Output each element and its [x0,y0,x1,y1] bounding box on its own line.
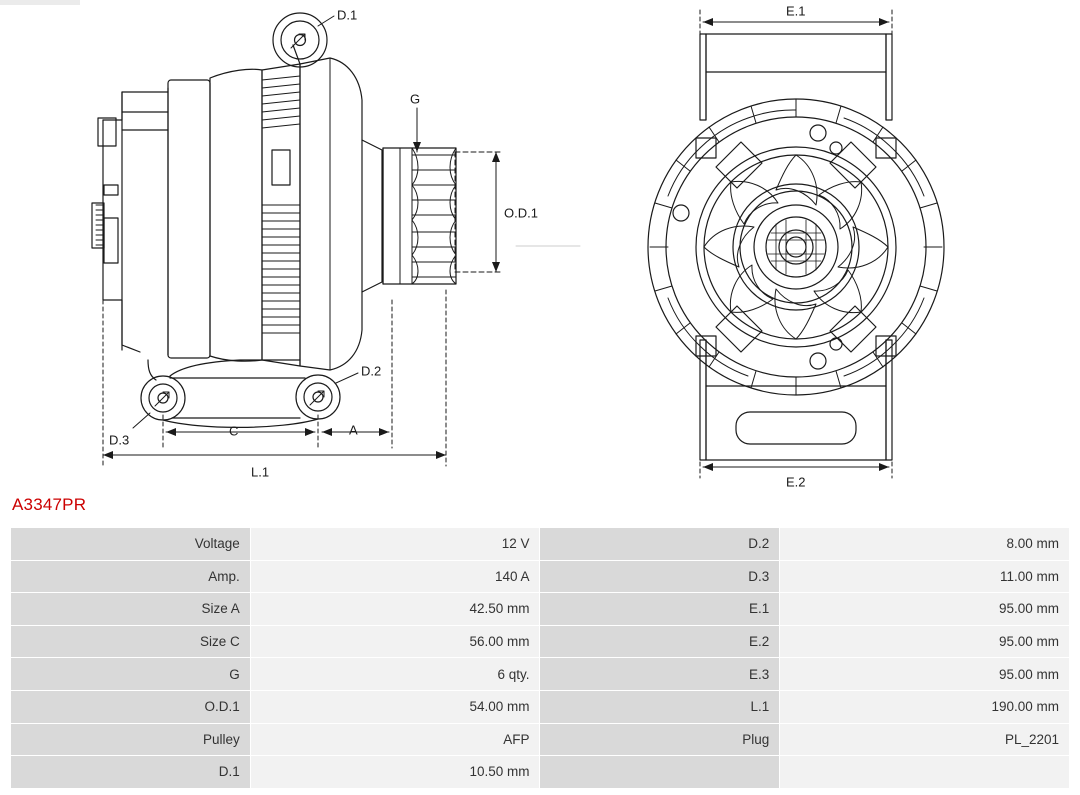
spec-label-right: E.1 [540,593,780,626]
label-a: A [349,422,358,438]
spec-label-right-empty [540,756,780,789]
spec-value-right: 8.00 mm [780,528,1070,561]
label-d3: D.3 [109,432,130,448]
spec-label-left: Size C [11,625,251,658]
table-row [11,625,1070,658]
label-d1: D.1 [337,7,358,23]
table-row [11,723,1070,756]
front-view-drawing [648,34,944,460]
label-d2: D.2 [361,363,382,379]
spec-label-left: G [11,658,251,691]
spec-value-right: 190.00 mm [780,690,1070,723]
table-row [11,528,1070,561]
label-od1: O.D.1 [504,205,538,221]
spec-value-left: 56.00 mm [250,625,540,658]
spec-value-right: PL_2201 [780,723,1070,756]
table-row [11,756,1070,789]
spec-label-right: L.1 [540,690,780,723]
table-row [11,658,1070,691]
table-row [11,690,1070,723]
side-view-drawing [92,13,456,427]
spec-label-right: D.2 [540,528,780,561]
label-l1: L.1 [251,464,270,480]
spec-value-left: 10.50 mm [250,756,540,789]
side-view-dimensions [103,16,580,466]
label-g: G [410,91,421,107]
spec-label-left: Size A [11,593,251,626]
spec-value-left: 140 A [250,560,540,593]
specifications-table [10,527,1070,789]
spec-label-left: Pulley [11,723,251,756]
spec-value-right: 95.00 mm [780,625,1070,658]
spec-label-left: O.D.1 [11,690,251,723]
part-number: A3347PR [12,495,87,514]
spec-label-right: Plug [540,723,780,756]
spec-label-right: E.2 [540,625,780,658]
table-row [11,560,1070,593]
spec-value-left: 42.50 mm [250,593,540,626]
spec-label-right: D.3 [540,560,780,593]
spec-label-left: Voltage [11,528,251,561]
spec-value-left: 12 V [250,528,540,561]
spec-value-left: 6 qty. [250,658,540,691]
front-view-dimensions [700,10,892,478]
spec-value-right: 11.00 mm [780,560,1070,593]
spec-value-right: 95.00 mm [780,593,1070,626]
table-row [11,593,1070,626]
spec-value-right-empty [780,756,1070,789]
spec-value-left: AFP [250,723,540,756]
spec-value-left: 54.00 mm [250,690,540,723]
spec-label-left: D.1 [11,756,251,789]
spec-label-left: Amp. [11,560,251,593]
label-e1: E.1 [786,3,806,19]
spec-label-right: E.3 [540,658,780,691]
spec-value-right: 95.00 mm [780,658,1070,691]
label-e2: E.2 [786,474,806,490]
label-c: C [229,423,239,439]
